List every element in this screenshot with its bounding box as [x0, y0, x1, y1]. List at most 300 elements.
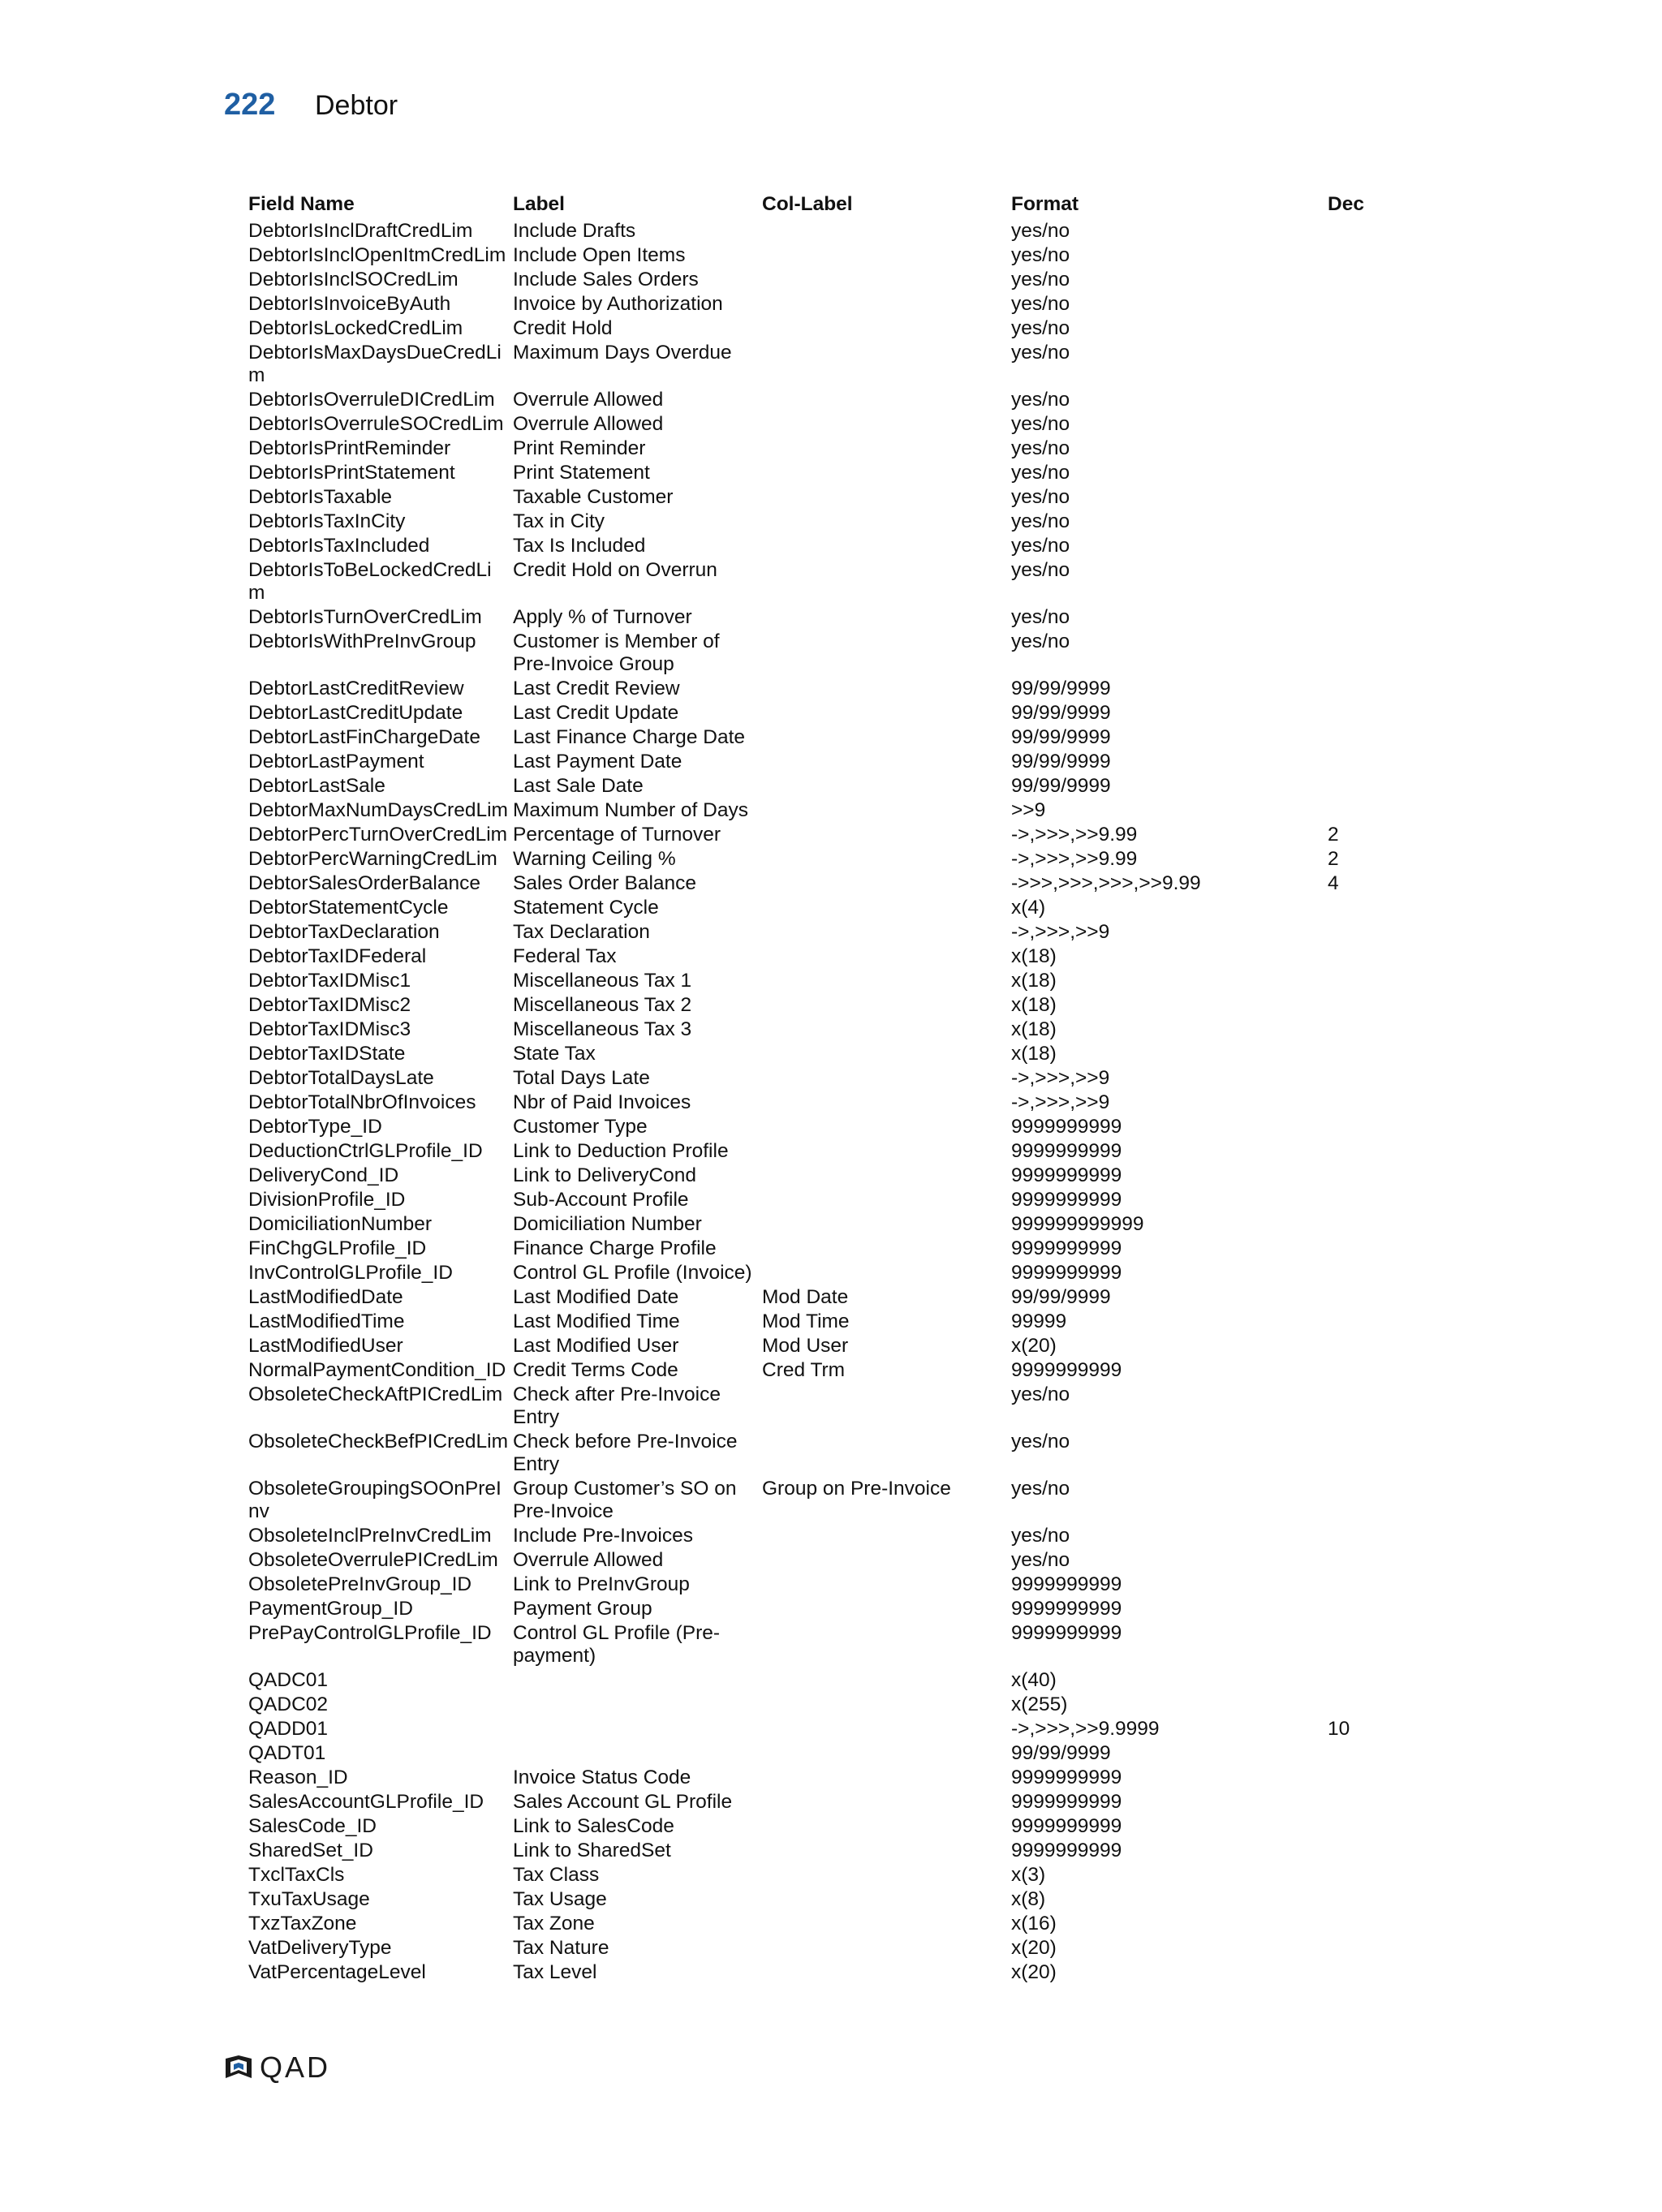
col-label-cell: Mod User [762, 1335, 849, 1357]
table-row [248, 1383, 1401, 1430]
col-label-cell [762, 945, 1011, 969]
label-cell: Last Modified Time [513, 1310, 680, 1332]
table-row [248, 437, 1401, 461]
label-cell: Sub-Account Profile [513, 1189, 689, 1211]
table-row [248, 558, 1401, 605]
field-name-cell: DebtorPercTurnOverCredLim [248, 824, 508, 846]
field-name-cell: InvControlGLProfile_ID [248, 1262, 453, 1284]
field-name-cell: DeliveryCond_ID [248, 1164, 399, 1186]
format-cell: 99/99/9999 [1011, 775, 1111, 797]
label-cell [513, 1693, 762, 1717]
col-label-cell [762, 1887, 1011, 1912]
format-cell: x(18) [1011, 994, 1057, 1016]
dec-cell [1328, 437, 1401, 461]
dec-cell [1328, 1139, 1401, 1164]
col-label-cell [762, 485, 1011, 510]
dec-cell [1328, 1839, 1401, 1863]
qad-logo-mark-icon [224, 2054, 253, 2081]
col-label-cell [762, 1573, 1011, 1597]
dec-cell [1328, 1358, 1401, 1383]
qad-logo-text: QAD [260, 2051, 331, 2084]
col-label-cell [762, 798, 1011, 823]
label-cell: Last Payment Date [513, 751, 682, 772]
table-row [248, 1188, 1401, 1212]
col-label-cell [762, 1524, 1011, 1548]
label-cell: Overrule Allowed [513, 1549, 664, 1571]
label-cell: Statement Cycle [513, 897, 659, 919]
format-cell: 99/99/9999 [1011, 1742, 1111, 1764]
format-cell: 9999999999 [1011, 1140, 1122, 1162]
field-name-cell: LastModifiedTime [248, 1310, 405, 1332]
field-name-cell: DebtorLastFinChargeDate [248, 726, 480, 748]
format-cell: 99/99/9999 [1011, 678, 1111, 699]
format-cell: yes/no [1011, 437, 1070, 459]
label-cell: Link to DeliveryCond [513, 1164, 697, 1186]
format-cell: 99/99/9999 [1011, 751, 1111, 772]
format-cell: x(16) [1011, 1913, 1057, 1934]
format-cell: yes/no [1011, 342, 1070, 364]
label-cell: Tax Declaration [513, 921, 650, 943]
table-row [248, 945, 1401, 969]
format-cell: x(20) [1011, 1335, 1057, 1357]
dec-cell [1328, 1164, 1401, 1188]
format-cell: ->,>>>,>>9 [1011, 921, 1110, 943]
col-label-cell [762, 630, 1011, 677]
table-row [248, 1139, 1401, 1164]
format-cell: 9999999999 [1011, 1262, 1122, 1284]
format-cell: x(20) [1011, 1937, 1057, 1959]
col-label-cell [762, 341, 1011, 388]
dec-cell [1328, 268, 1401, 292]
table-row [248, 1766, 1401, 1790]
table-row [248, 292, 1401, 316]
label-cell: Overrule Allowed [513, 389, 664, 411]
format-cell: yes/no [1011, 1549, 1070, 1571]
field-name-cell: DebtorIsLockedCredLim [248, 317, 463, 339]
dec-cell [1328, 1766, 1401, 1790]
format-cell: yes/no [1011, 630, 1070, 652]
page-header [224, 88, 398, 127]
label-cell [513, 1668, 762, 1693]
format-cell: 9999999999 [1011, 1359, 1122, 1381]
page-number: 222 [224, 88, 276, 122]
field-name-cell: ObsoleteInclPreInvCredLim [248, 1525, 492, 1547]
col-label-cell [762, 316, 1011, 341]
field-table [248, 193, 1401, 1985]
dec-cell [1328, 219, 1401, 243]
format-cell: 9999999999 [1011, 1767, 1122, 1788]
field-name-cell: TxzTaxZone [248, 1913, 357, 1934]
field-name-cell: LastModifiedDate [248, 1286, 403, 1308]
format-cell: ->>>,>>>,>>>,>>9.99 [1011, 872, 1201, 894]
label-cell: Customer Type [513, 1116, 648, 1138]
field-name-cell: DebtorLastPayment [248, 751, 424, 772]
dec-cell [1328, 1066, 1401, 1091]
field-name-cell: ObsoleteCheckBefPICredLim [248, 1431, 509, 1452]
table-row [248, 1164, 1401, 1188]
dec-cell [1328, 1091, 1401, 1115]
dec-cell [1328, 677, 1401, 701]
table-row [248, 1430, 1401, 1477]
col-label-cell [762, 1018, 1011, 1042]
dec-cell [1328, 798, 1401, 823]
field-name-cell: SalesAccountGLProfile_ID [248, 1791, 484, 1813]
col-label-cell [762, 1139, 1011, 1164]
field-name-cell: DebtorLastCreditUpdate [248, 702, 463, 724]
field-name-cell: DebtorTaxIDMisc1 [248, 970, 411, 992]
table-row [248, 920, 1401, 945]
label-cell: Total Days Late [513, 1067, 650, 1089]
field-name-cell: DebtorType_ID [248, 1116, 382, 1138]
field-name-cell: PrePayControlGLProfile_ID [248, 1622, 492, 1644]
dec-cell [1328, 1261, 1401, 1285]
format-cell: 9999999999 [1011, 1622, 1122, 1644]
col-label-cell: Mod Time [762, 1310, 850, 1332]
col-label-cell [762, 1912, 1011, 1936]
label-cell [513, 1717, 762, 1741]
table-row [248, 316, 1401, 341]
format-cell: 99/99/9999 [1011, 702, 1111, 724]
field-name-cell: DebtorLastSale [248, 775, 385, 797]
format-cell: x(3) [1011, 1864, 1046, 1886]
label-cell [513, 1741, 762, 1766]
format-cell: 9999999999 [1011, 1573, 1122, 1595]
table-body [248, 219, 1401, 1985]
col-label-cell [762, 558, 1011, 605]
format-cell: yes/no [1011, 486, 1070, 508]
label-cell: Customer is Member of Pre-Invoice Group [513, 630, 720, 675]
dec-cell [1328, 1524, 1401, 1548]
dec-cell [1328, 725, 1401, 750]
label-cell: Finance Charge Profile [513, 1237, 717, 1259]
format-cell: yes/no [1011, 220, 1070, 242]
table-row [248, 1018, 1401, 1042]
format-cell: 9999999999 [1011, 1840, 1122, 1861]
field-name-cell: DebtorMaxNumDaysCredLim [248, 799, 508, 821]
field-name-cell: FinChgGLProfile_ID [248, 1237, 427, 1259]
label-cell: Taxable Customer [513, 486, 674, 508]
col-label-cell: Group on Pre-Invoice [762, 1478, 951, 1500]
field-name-cell: DebtorIsInvoiceByAuth [248, 293, 451, 315]
table-row [248, 725, 1401, 750]
field-name-cell: QADD01 [248, 1718, 329, 1740]
label-cell: Maximum Number of Days [513, 799, 748, 821]
format-cell: x(8) [1011, 1888, 1046, 1910]
col-label-cell [762, 701, 1011, 725]
field-name-cell: DebtorTaxIDMisc3 [248, 1018, 411, 1040]
field-name-cell: DebtorPercWarningCredLim [248, 848, 497, 870]
col-label-cell [762, 750, 1011, 774]
field-name-cell: DebtorTaxIDState [248, 1043, 406, 1065]
dec-cell [1328, 534, 1401, 558]
col-label-cell [762, 1814, 1011, 1839]
col-label-cell [762, 243, 1011, 268]
column-header-label: Label [513, 193, 565, 215]
table-row [248, 1597, 1401, 1621]
format-cell: x(18) [1011, 1043, 1057, 1065]
table-row [248, 1717, 1401, 1741]
table-row [248, 412, 1401, 437]
dec-cell [1328, 1936, 1401, 1960]
table-row [248, 847, 1401, 871]
table-row [248, 871, 1401, 896]
col-label-cell [762, 1960, 1011, 1985]
table-row [248, 1091, 1401, 1115]
col-label-cell [762, 725, 1011, 750]
table-row [248, 268, 1401, 292]
table-row [248, 1548, 1401, 1573]
field-name-cell: VatDeliveryType [248, 1937, 392, 1959]
field-name-cell: SharedSet_ID [248, 1840, 373, 1861]
table-row [248, 1477, 1401, 1524]
table-row [248, 461, 1401, 485]
format-cell: x(18) [1011, 970, 1057, 992]
table-row [248, 1912, 1401, 1936]
label-cell: Invoice Status Code [513, 1767, 691, 1788]
col-label-cell [762, 1597, 1011, 1621]
table-row [248, 896, 1401, 920]
dec-cell [1328, 1887, 1401, 1912]
field-name-cell: DebtorIsOverruleSOCredLim [248, 413, 504, 435]
field-name-cell: DebtorIsInclSOCredLim [248, 269, 459, 290]
dec-cell [1328, 1115, 1401, 1139]
field-name-cell: DebtorTaxIDMisc2 [248, 994, 411, 1016]
table-row [248, 1814, 1401, 1839]
dec-cell [1328, 1573, 1401, 1597]
table-row [248, 701, 1401, 725]
qad-logo [224, 2051, 330, 2084]
label-cell: Miscellaneous Tax 3 [513, 1018, 692, 1040]
dec-cell [1328, 605, 1401, 630]
col-label-cell [762, 1548, 1011, 1573]
field-name-cell: DebtorStatementCycle [248, 897, 449, 919]
dec-cell [1328, 1693, 1401, 1717]
field-name-cell: ObsoleteGroupingSOOnPreInv [248, 1478, 502, 1522]
dec-cell [1328, 1741, 1401, 1766]
label-cell: Last Sale Date [513, 775, 644, 797]
dec-cell [1328, 1548, 1401, 1573]
table-row [248, 1066, 1401, 1091]
field-name-cell: LastModifiedUser [248, 1335, 403, 1357]
format-cell: 99/99/9999 [1011, 1286, 1111, 1308]
format-cell: x(4) [1011, 897, 1046, 919]
field-name-cell: DebtorIsToBeLockedCredLim [248, 559, 492, 604]
label-cell: Tax Is Included [513, 535, 646, 557]
table-row [248, 630, 1401, 677]
table-row [248, 1839, 1401, 1863]
format-cell: 9999999999 [1011, 1164, 1122, 1186]
label-cell: Tax Nature [513, 1937, 609, 1959]
table-row [248, 677, 1401, 701]
dec-cell: 4 [1328, 872, 1339, 894]
label-cell: Tax Class [513, 1864, 600, 1886]
dec-cell [1328, 993, 1401, 1018]
field-name-cell: VatPercentageLevel [248, 1961, 426, 1983]
field-name-cell: NormalPaymentCondition_ID [248, 1359, 506, 1381]
column-header-dec: Dec [1328, 193, 1364, 215]
col-label-cell [762, 993, 1011, 1018]
col-label-cell [762, 1863, 1011, 1887]
field-name-cell: DebtorLastCreditReview [248, 678, 464, 699]
col-label-cell [762, 437, 1011, 461]
dec-cell [1328, 1790, 1401, 1814]
field-name-cell: DomiciliationNumber [248, 1213, 433, 1235]
col-label-cell [762, 1621, 1011, 1668]
table-row [248, 388, 1401, 412]
col-label-cell [762, 1668, 1011, 1693]
format-cell: yes/no [1011, 1478, 1070, 1500]
col-label-cell [762, 774, 1011, 798]
format-cell: ->,>>>,>>9 [1011, 1091, 1110, 1113]
col-label-cell [762, 461, 1011, 485]
dec-cell [1328, 630, 1401, 677]
label-cell: Miscellaneous Tax 2 [513, 994, 692, 1016]
dec-cell [1328, 1237, 1401, 1261]
format-cell: ->,>>>,>>9.99 [1011, 824, 1138, 846]
dec-cell [1328, 316, 1401, 341]
field-name-cell: DebtorIsTurnOverCredLim [248, 606, 482, 628]
label-cell: Link to Deduction Profile [513, 1140, 729, 1162]
dec-cell [1328, 1621, 1401, 1668]
format-cell: x(20) [1011, 1961, 1057, 1983]
col-label-cell [762, 920, 1011, 945]
table-row [248, 485, 1401, 510]
table-row [248, 1936, 1401, 1960]
field-name-cell: DebtorIsWithPreInvGroup [248, 630, 476, 652]
format-cell: 999999999999 [1011, 1213, 1144, 1235]
format-cell: yes/no [1011, 293, 1070, 315]
dec-cell [1328, 701, 1401, 725]
format-cell: yes/no [1011, 389, 1070, 411]
label-cell: Control GL Profile (Pre-payment) [513, 1622, 721, 1667]
format-cell: yes/no [1011, 559, 1070, 581]
format-cell: 9999999999 [1011, 1116, 1122, 1138]
column-header-field-name: Field Name [248, 193, 355, 215]
format-cell: yes/no [1011, 510, 1070, 532]
format-cell: yes/no [1011, 1431, 1070, 1452]
dec-cell [1328, 1814, 1401, 1839]
col-label-cell: Mod Date [762, 1286, 849, 1308]
dec-cell [1328, 1018, 1401, 1042]
table-row [248, 1042, 1401, 1066]
table-row [248, 1261, 1401, 1285]
label-cell: Last Credit Update [513, 702, 679, 724]
label-cell: Include Drafts [513, 220, 636, 242]
field-name-cell: DebtorTaxIDFederal [248, 945, 427, 967]
column-header-col-label: Col-Label [762, 193, 853, 215]
label-cell: Miscellaneous Tax 1 [513, 970, 692, 992]
col-label-cell [762, 268, 1011, 292]
format-cell: x(18) [1011, 945, 1057, 967]
label-cell: Warning Ceiling % [513, 848, 676, 870]
label-cell: Credit Hold [513, 317, 613, 339]
field-name-cell: DebtorTotalDaysLate [248, 1067, 434, 1089]
table-row [248, 798, 1401, 823]
dec-cell [1328, 510, 1401, 534]
col-label-cell [762, 1839, 1011, 1863]
dec-cell [1328, 945, 1401, 969]
format-cell: yes/no [1011, 462, 1070, 484]
label-cell: Payment Group [513, 1598, 652, 1620]
format-cell: yes/no [1011, 606, 1070, 628]
col-label-cell [762, 1066, 1011, 1091]
col-label-cell [762, 847, 1011, 871]
format-cell: x(18) [1011, 1018, 1057, 1040]
col-label-cell [762, 1430, 1011, 1477]
table-row [248, 510, 1401, 534]
dec-cell: 10 [1328, 1718, 1350, 1740]
format-cell: ->,>>>,>>9.99 [1011, 848, 1138, 870]
field-name-cell: DebtorIsTaxIncluded [248, 535, 430, 557]
col-label-cell [762, 677, 1011, 701]
col-label-cell [762, 1717, 1011, 1741]
field-name-cell: QADC02 [248, 1693, 329, 1715]
table-header-row [248, 193, 1401, 219]
label-cell: Tax Level [513, 1961, 597, 1983]
label-cell: Link to SalesCode [513, 1815, 674, 1837]
table-row [248, 823, 1401, 847]
table-row [248, 750, 1401, 774]
table-row [248, 1741, 1401, 1766]
col-label-cell [762, 412, 1011, 437]
field-name-cell: QADT01 [248, 1742, 326, 1764]
table-row [248, 1358, 1401, 1383]
label-cell: Print Reminder [513, 437, 646, 459]
col-label-cell [762, 219, 1011, 243]
label-cell: Last Modified Date [513, 1286, 679, 1308]
col-label-cell [762, 1936, 1011, 1960]
dec-cell [1328, 1863, 1401, 1887]
col-label-cell [762, 1766, 1011, 1790]
label-cell: Percentage of Turnover [513, 824, 721, 846]
col-label-cell [762, 388, 1011, 412]
dec-cell [1328, 243, 1401, 268]
format-cell: yes/no [1011, 244, 1070, 266]
col-label-cell [762, 534, 1011, 558]
field-name-cell: Reason_ID [248, 1767, 348, 1788]
table-row [248, 1960, 1401, 1985]
table-row [248, 1668, 1401, 1693]
table-row [248, 1863, 1401, 1887]
label-cell: Check after Pre-Invoice Entry [513, 1384, 721, 1428]
col-label-cell [762, 1115, 1011, 1139]
label-cell: Nbr of Paid Invoices [513, 1091, 691, 1113]
dec-cell [1328, 292, 1401, 316]
label-cell: Tax Usage [513, 1888, 607, 1910]
dec-cell [1328, 1912, 1401, 1936]
col-label-cell [762, 1212, 1011, 1237]
format-cell: 99999 [1011, 1310, 1067, 1332]
col-label-cell [762, 1188, 1011, 1212]
label-cell: Credit Terms Code [513, 1359, 678, 1381]
format-cell: yes/no [1011, 413, 1070, 435]
field-name-cell: QADC01 [248, 1669, 329, 1691]
field-name-cell: TxclTaxCls [248, 1864, 345, 1886]
dec-cell [1328, 1477, 1401, 1524]
table-row [248, 969, 1401, 993]
dec-cell [1328, 1310, 1401, 1334]
field-name-cell: DivisionProfile_ID [248, 1189, 406, 1211]
dec-cell [1328, 1383, 1401, 1430]
format-cell: 9999999999 [1011, 1815, 1122, 1837]
col-label-cell [762, 1091, 1011, 1115]
dec-cell [1328, 485, 1401, 510]
format-cell: >>9 [1011, 799, 1046, 821]
dec-cell [1328, 920, 1401, 945]
col-label-cell [762, 1042, 1011, 1066]
field-name-cell: TxuTaxUsage [248, 1888, 370, 1910]
format-cell: 9999999999 [1011, 1237, 1122, 1259]
